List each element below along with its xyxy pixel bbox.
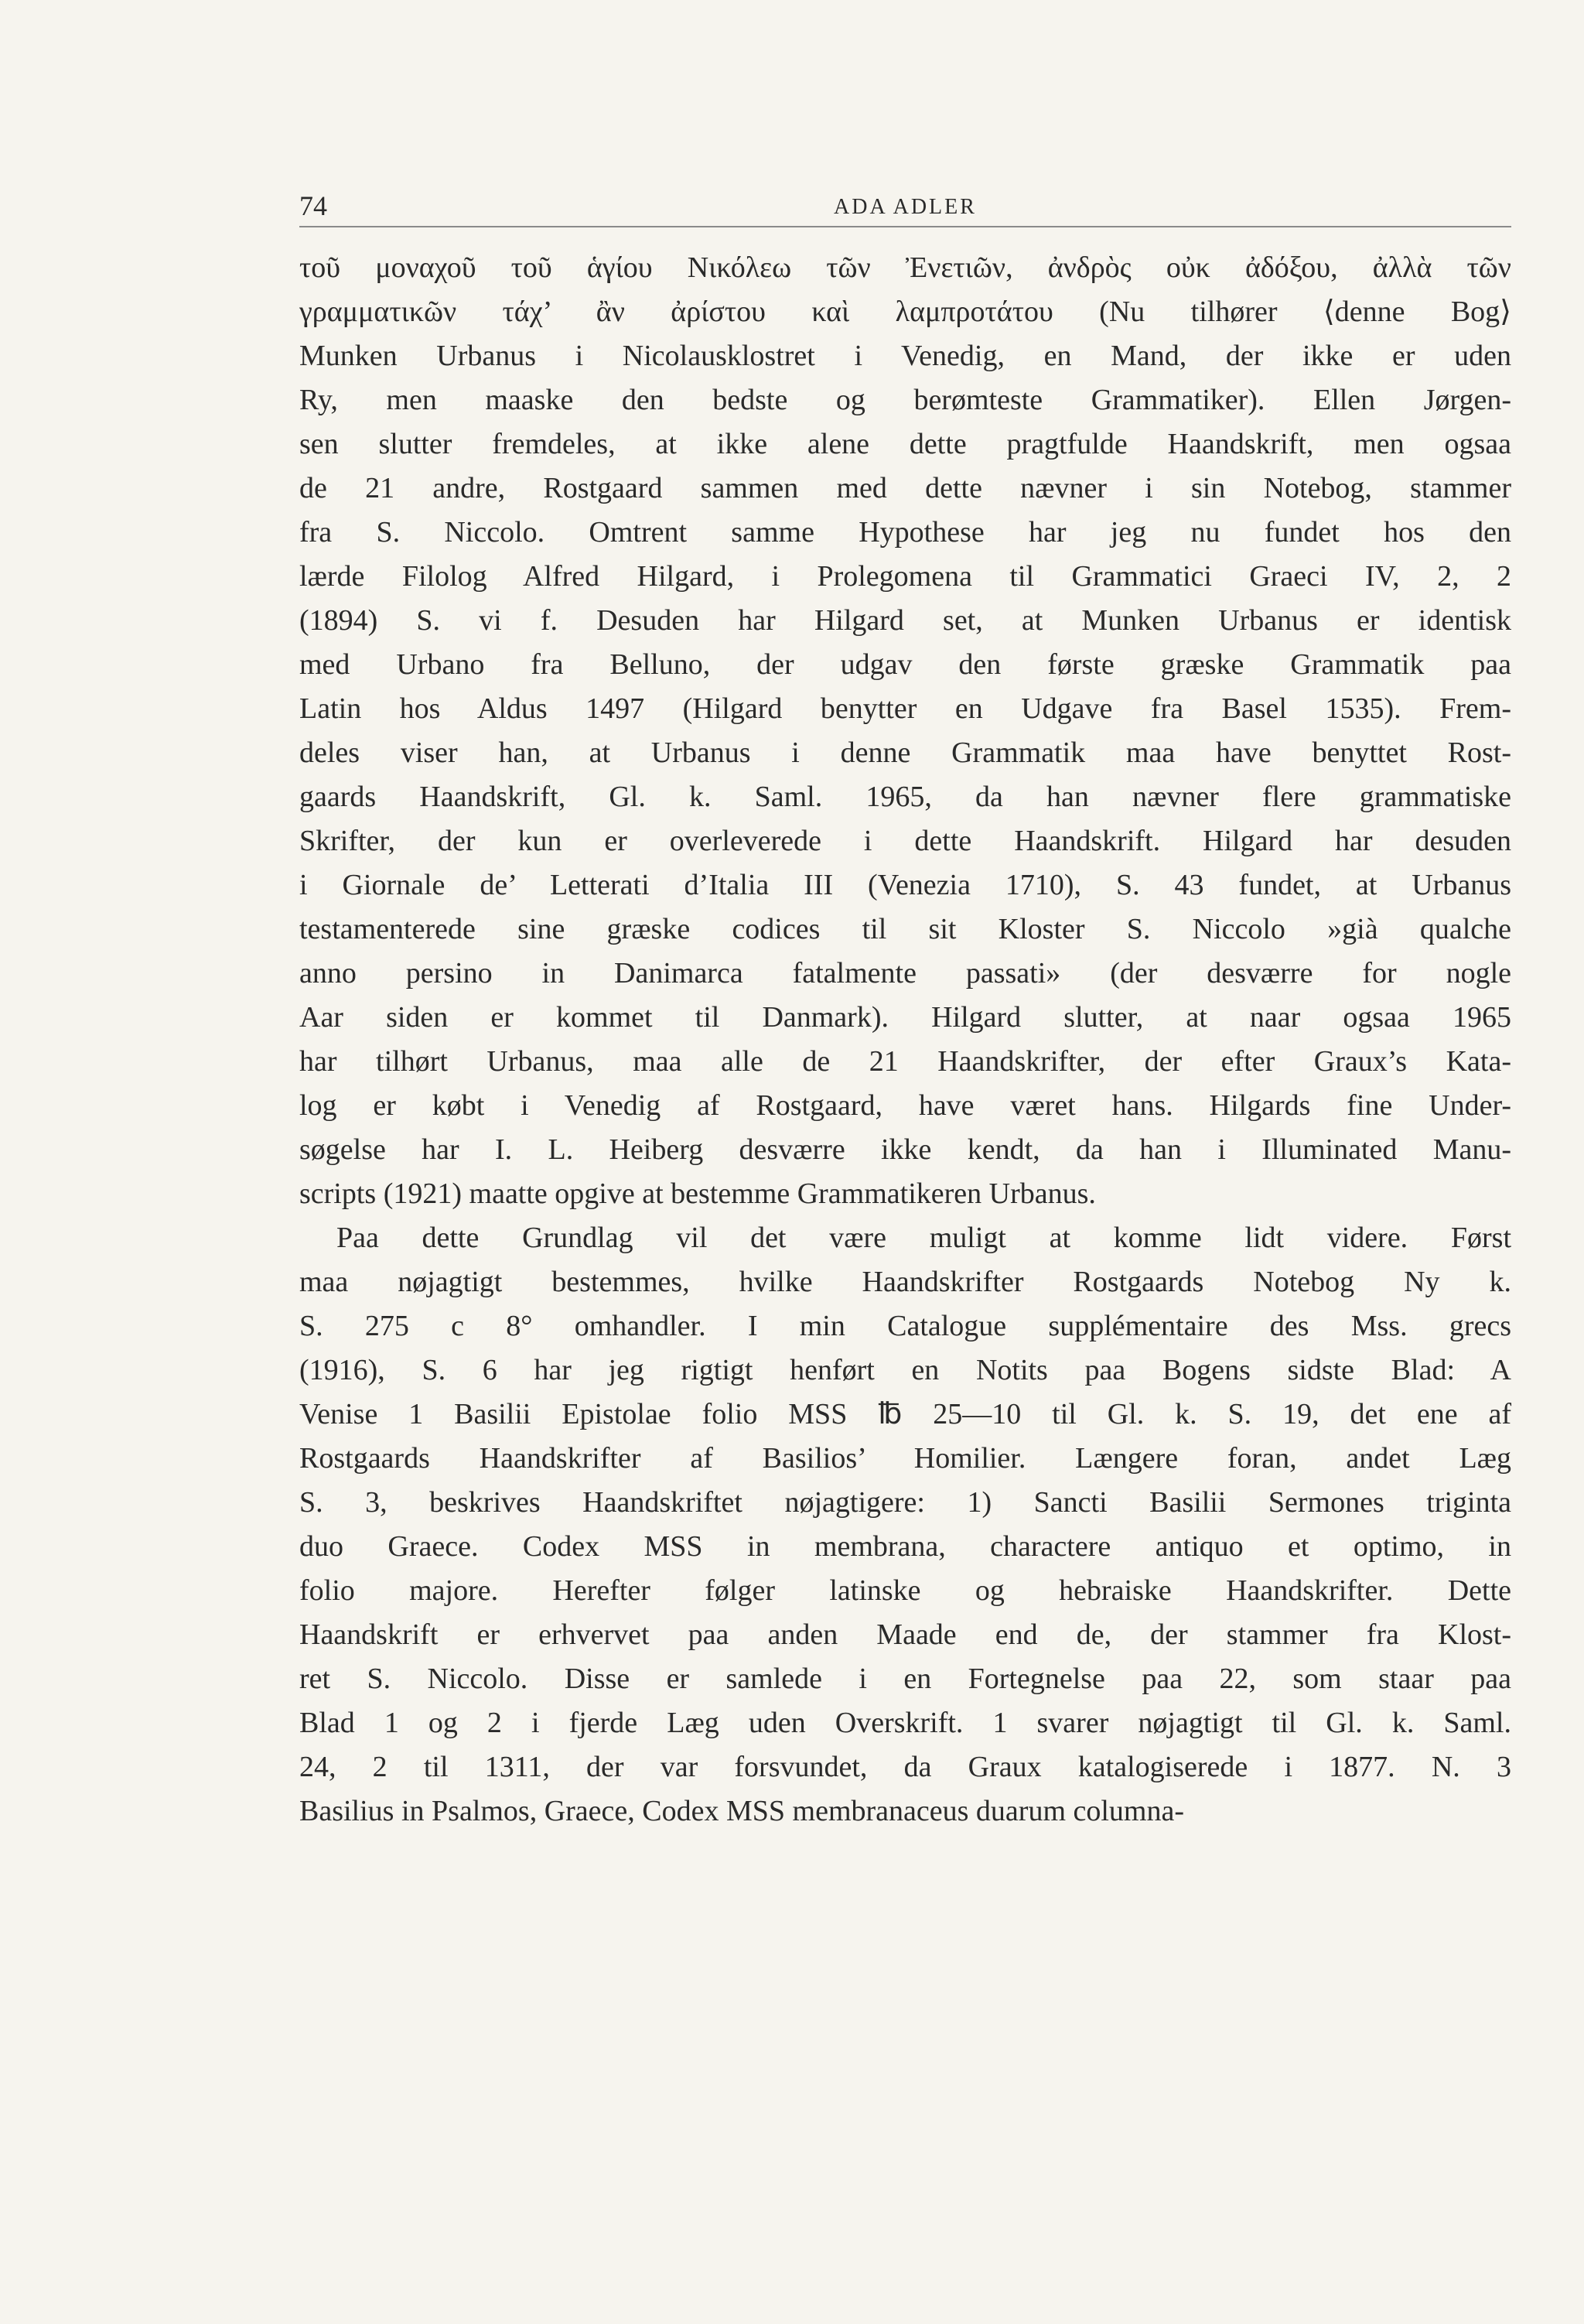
paragraph	[299, 1216, 1511, 1834]
text-line: har tilhørt Urbanus, maa alle de 21 Haandskrifter, der efter Graux’s Kata-	[299, 1045, 1511, 1078]
text-line: testamenterede sine græske codices til sit Kloster S. Niccolo »già qualche	[299, 913, 1511, 945]
text-line: Haandskrift er erhvervet paa anden Maade end de, der stammer fra Klost-	[299, 1618, 1511, 1651]
running-head	[299, 189, 1511, 227]
text-line: 24, 2 til 1311, der var forsvundet, da Graux katalogiserede i 1877. N. 3	[299, 1751, 1511, 1783]
text-line: i Giornale de’ Letterati d’Italia III (Venezia 1710), S. 43 fundet, at Urbanus	[299, 869, 1511, 901]
text-line: gaards Haandskrift, Gl. k. Saml. 1965, da han nævner flere grammatiske	[299, 781, 1511, 813]
running-title: ADA ADLER	[834, 195, 977, 219]
text-line: maa nøjagtigt bestemmes, hvilke Haandskrifter Rostgaards Notebog Ny k.	[299, 1266, 1511, 1298]
text-line: Blad 1 og 2 i fjerde Læg uden Overskrift. 1 svarer nøjagtigt til Gl. k. Saml.	[299, 1707, 1511, 1739]
text-line: folio majore. Herefter følger latinske og hebraiske Haandskrifter. Dette	[299, 1574, 1511, 1607]
text-line: med Urbano fra Belluno, der udgav den første græske Grammatik paa	[299, 648, 1511, 681]
text-line: Rostgaards Haandskrifter af Basilios’ Homilier. Længere foran, andet Læg	[299, 1442, 1511, 1475]
text-line: anno persino in Danimarca fatalmente passati» (der desværre for nogle	[299, 957, 1511, 989]
text-line: Paa dette Grundlag vil det være muligt at komme lidt videre. Først	[336, 1222, 1511, 1254]
text-line: de 21 andre, Rostgaard sammen med dette nævner i sin Notebog, stammer	[299, 472, 1511, 504]
text-line: sen slutter fremdeles, at ikke alene dette pragtfulde Haandskrift, men ogsaa	[299, 428, 1511, 460]
text-line: duo Graece. Codex MSS in membrana, charactere antiquo et optimo, in	[299, 1530, 1511, 1563]
text-line: Latin hos Aldus 1497 (Hilgard benytter en Udgave fra Basel 1535). Frem-	[299, 692, 1511, 725]
paragraph	[299, 246, 1511, 1216]
text-line: lærde Filolog Alfred Hilgard, i Prolegomena til Grammatici Graeci IV, 2, 2	[299, 560, 1511, 593]
text-line: γραμματικῶν τάχ’ ἂν ἀρίστου καὶ λαμπροτάτου (Nu tilhører ⟨denne Bog⟩	[299, 296, 1511, 328]
text-line: Ry, men maaske den bedste og berømteste Grammatiker). Ellen Jørgen-	[299, 384, 1511, 416]
text-line: Skrifter, der kun er overleverede i dette Haandskrift. Hilgard har desuden	[299, 825, 1511, 857]
text-line: (1894) S. vi f. Desuden har Hilgard set, at Munken Urbanus er identisk	[299, 604, 1511, 637]
text-line: ret S. Niccolo. Disse er samlede i en Fortegnelse paa 22, som staar paa	[299, 1663, 1511, 1695]
page-number: 74	[299, 190, 327, 221]
text-line: S. 3, beskrives Haandskriftet nøjagtigere: 1) Sancti Basilii Sermones triginta	[299, 1486, 1511, 1519]
text-line: S. 275 c 8° omhandler. I min Catalogue supplémentaire des Mss. grecs	[299, 1310, 1511, 1342]
text-line: Basilius in Psalmos, Graece, Codex MSS membranaceus duarum columna-	[299, 1795, 1185, 1827]
text-line: (1916), S. 6 har jeg rigtigt henført en Notits paa Bogens sidste Blad: A	[299, 1354, 1511, 1386]
text-line: fra S. Niccolo. Omtrent samme Hypothese har jeg nu fundet hos den	[299, 516, 1511, 549]
text-line: τοῦ μοναχοῦ τοῦ ἁγίου Νικόλεω τῶν Ἐνετιῶν, ἀνδρὸς οὐκ ἀδόξου, ἀλλὰ τῶν	[299, 251, 1511, 284]
text-line: log er købt i Venedig af Rostgaard, have været hans. Hilgards fine Under-	[299, 1089, 1511, 1122]
text-line: scripts (1921) maatte opgive at bestemme Grammatikeren Urbanus.	[299, 1177, 1096, 1210]
text-line: deles viser han, at Urbanus i denne Grammatik maa have benyttet Rost-	[299, 737, 1511, 769]
text-line: søgelse har I. L. Heiberg desværre ikke kendt, da han i Illuminated Manu-	[299, 1133, 1511, 1166]
body-text	[299, 246, 1511, 1834]
text-line: Venise 1 Basilii Epistolae folio MSS ℔ 25—10 til Gl. k. S. 19, det ene af	[299, 1398, 1511, 1430]
text-line: Aar siden er kommet til Danmark). Hilgard slutter, at naar ogsaa 1965	[299, 1001, 1511, 1034]
text-line: Munken Urbanus i Nicolausklostret i Venedig, en Mand, der ikke er uden	[299, 340, 1511, 372]
